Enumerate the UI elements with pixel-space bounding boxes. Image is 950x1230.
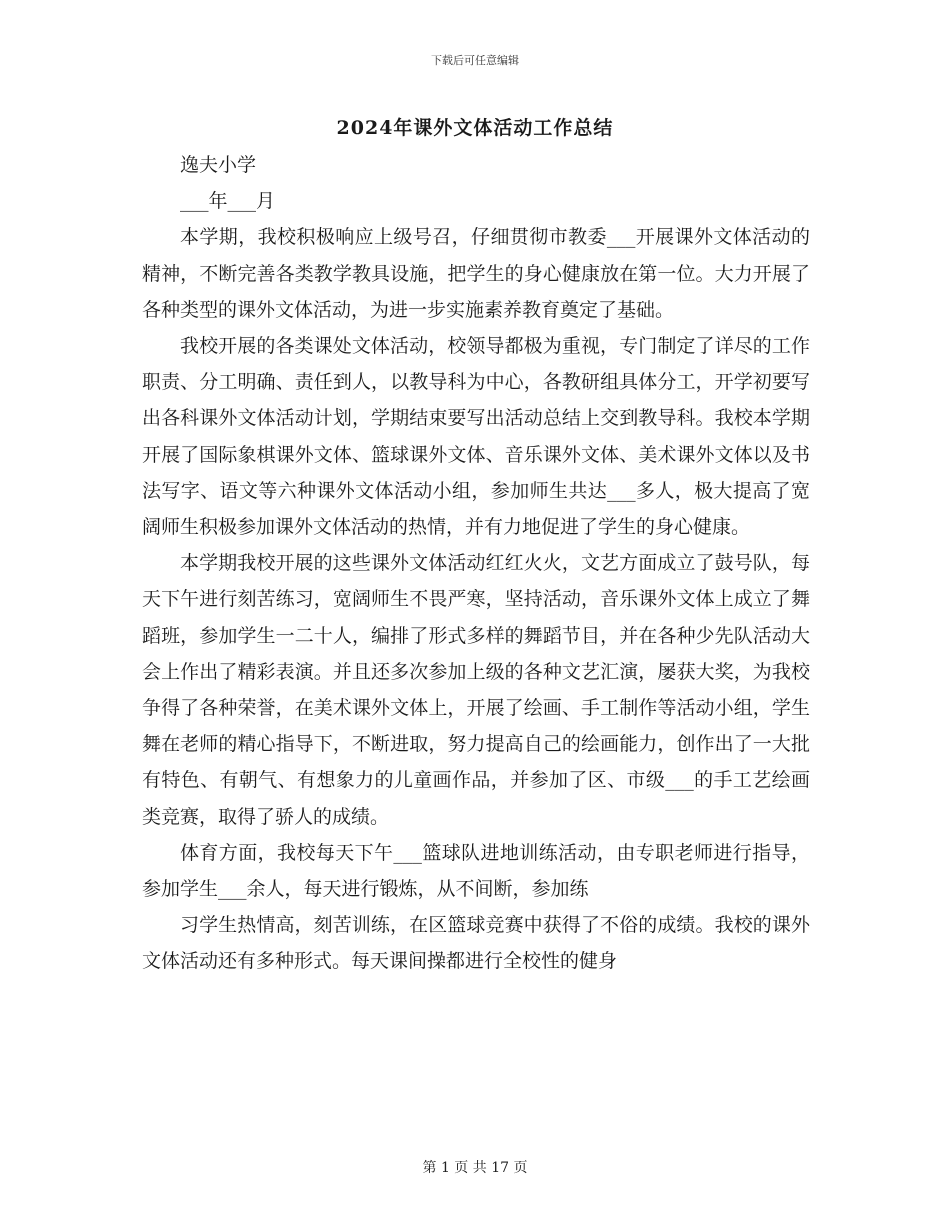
- school-name: 逸夫小学: [180, 154, 257, 176]
- paragraph-arts: 本学期我校开展的这些课外文体活动红红火火，文艺方面成立了鼓号队，每天下午进行刻苦练习，宽阔师生不畏严寒，坚持活动，音乐课外文体上成立了舞蹈班，参加学生一二十人，编排了形式多样的舞蹈节目，并在各种少先队活动大会上作出了精彩表演。并且还多次参加上级的各种文艺汇演，屡获大奖，为我校争得了各种荣誉，在美术课外文体上，开展了绘画、手工制作等活动小组，学生舞在老师的精心指导下，不断进取，努力提高自己的绘画能力，创作出了一大批有特色、有朝气、有想象力的儿童画作品，并参加了区、市级___的手工艺绘画类竞赛，取得了骄人的成绩。: [142, 552, 810, 828]
- paragraph-sports: 体育方面，我校每天下午___篮球队进地训练活动，由专职老师进行指导，参加学生___余人，每天进行锻炼，从不间断，参加练: [142, 841, 810, 901]
- date-line: ___年___月: [180, 190, 276, 213]
- header-note: 下载后可任意编辑: [431, 54, 519, 67]
- paragraph-organization: 我校开展的各类课处文体活动，校领导都极为重视，专门制定了详尽的工作职责、分工明确、责任到人，以教导科为中心，各教研组具体分工，开学初要写出各科课外文体活动计划，学期结束要写出活动总结上交到教导科。我校本学期开展了国际象棋课外文体、篮球课外文体、音乐课外文体、美术课外文体以及书法写字、语文等六种课外文体活动小组，参加师生共达___多人，极大提高了宽阔师生积极参加课外文体活动的热情，并有力地促进了学生的身心健康。: [142, 335, 810, 539]
- page-footer: 第 1 页 共 17 页: [422, 1160, 528, 1176]
- document-body: [142, 147, 810, 980]
- paragraph-continued: 习学生热情高，刻苦训练，在区篮球竞赛中获得了不俗的成绩。我校的课外文体活动还有多种形式。每天课间操都进行全校性的健身: [142, 914, 810, 973]
- paragraph-intro: 本学期，我校积极响应上级号召，仔细贯彻市教委___开展课外文体活动的精神，不断完善各类教学教具设施，把学生的身心健康放在第一位。大力开展了各种类型的课外文体活动，为进一步实施素养教育奠定了基础。: [142, 226, 810, 321]
- document-title: 2024年课外文体活动工作总结: [336, 117, 614, 139]
